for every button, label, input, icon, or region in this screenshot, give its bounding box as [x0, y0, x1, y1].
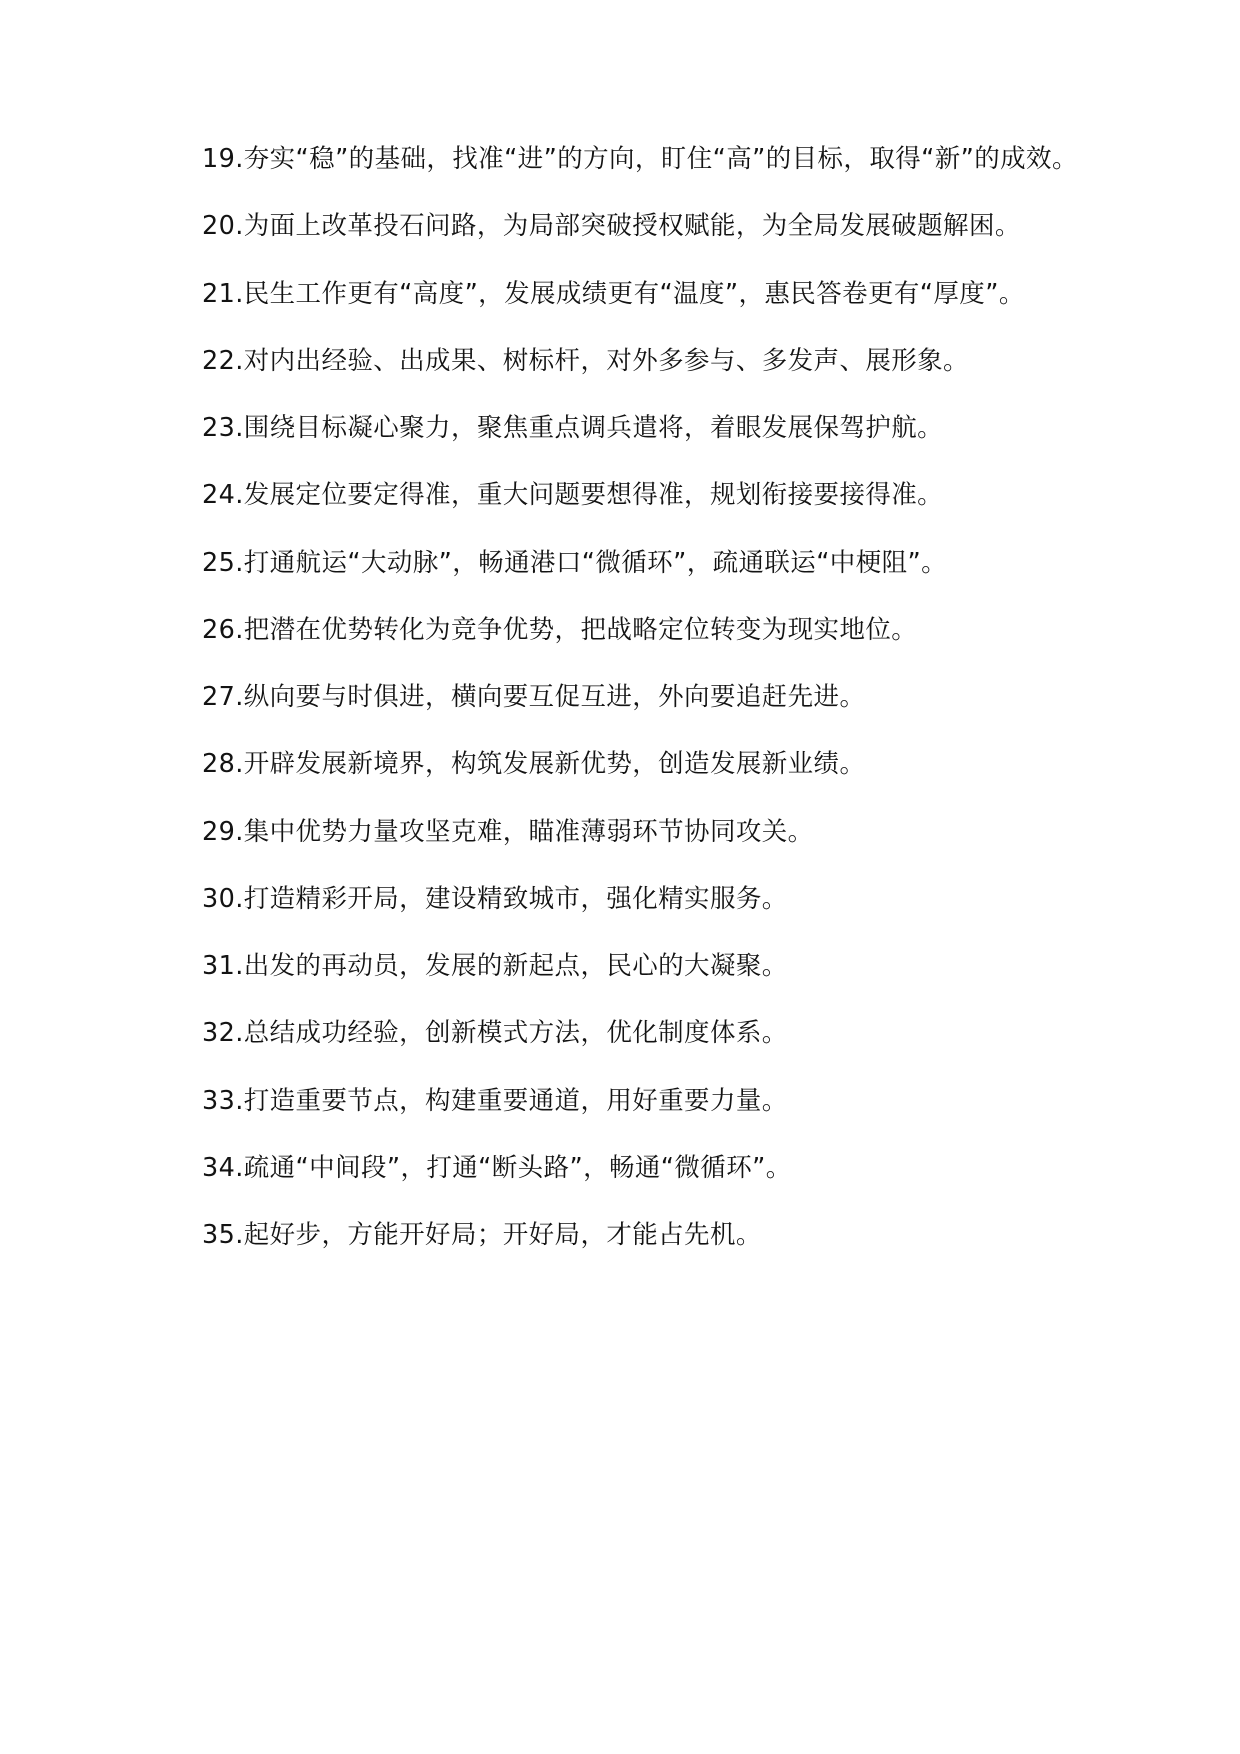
paragraph-23: 23.围绕目标凝心聚力，聚焦重点调兵遣将，着眼发展保驾护航。: [202, 413, 944, 443]
paragraph-25: 25.打通航运“大动脉”，畅通港口“微循环”，疏通联运“中梗阻”。: [202, 547, 948, 578]
paragraph-26: 26.把潜在优势转化为竞争优势，把战略定位转变为现实地位。: [202, 614, 918, 645]
paragraph-24: 24.发展定位要定得准，重大问题要想得准，规划衔接要接得准。: [202, 480, 944, 511]
paragraph-33: 33.打造重要节点，构建重要通道，用好重要力量。: [202, 1085, 788, 1116]
paragraph-27: 27.纵向要与时俱进，横向要互促互进，外向要追赶先进。: [202, 682, 866, 712]
paragraph-28: 28.开辟发展新境界，构筑发展新优势，创造发展新业绩。: [202, 749, 866, 780]
paragraph-29: 29.集中优势力量攻坚克难，瞄准薄弱环节协同攻关。: [202, 816, 814, 847]
paragraph-22: 22.对内出经验、出成果、树标杆，对外多参与、多发声、展形象。: [202, 345, 969, 376]
paragraph-20: 20.为面上改革投石问路，为局部突破授权赋能，为全局发展破题解困。: [202, 211, 1021, 242]
paragraph-31: 31.出发的再动员，发展的新起点，民心的大凝聚。: [202, 951, 788, 981]
paragraph-34: 34.疏通“中间段”，打通“断头路”，畅通“微循环”。: [202, 1152, 792, 1183]
document-body: [118, 140, 1122, 1255]
paragraph-21: 21.民生工作更有“高度”，发展成绩更有“温度”，惠民答卷更有“厚度”。: [202, 278, 1025, 309]
paragraph-19: 19.夯实“稳”的基础，找准“进”的方向，盯住“高”的目标，取得“新”的成效。: [202, 144, 1078, 174]
paragraph-35: 35.起好步，方能开好局；开好局，才能占先机。: [202, 1220, 762, 1250]
paragraph-30: 30.打造精彩开局，建设精致城市，强化精实服务。: [202, 883, 788, 914]
paragraph-32: 32.总结成功经验，创新模式方法，优化制度体系。: [202, 1018, 788, 1049]
